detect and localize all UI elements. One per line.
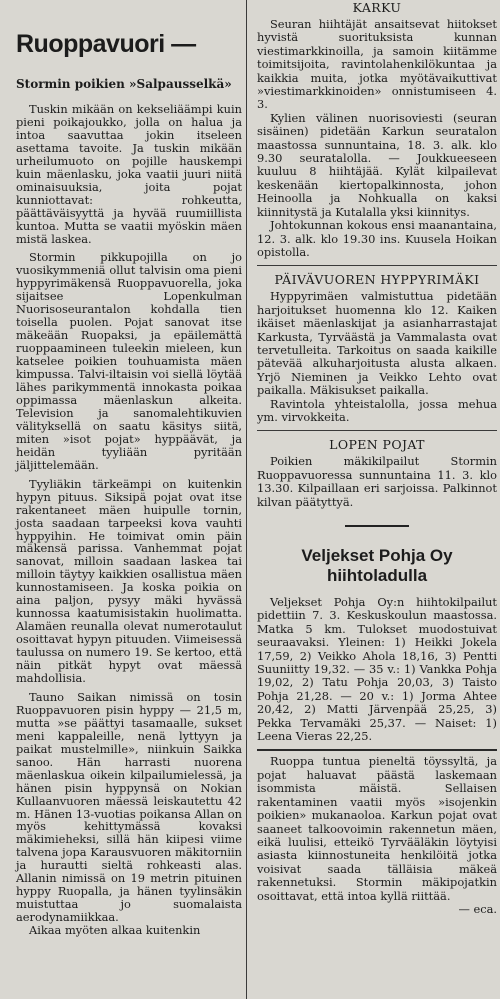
section-divider [257, 430, 497, 431]
column-divider [246, 0, 247, 999]
ornament-divider [257, 515, 497, 534]
continuation-paragraph: Ruoppa tuntua pieneltä töyssyltä, ja pojat haluavat päästä laskemaan isommista mäistä. Sellaisen rakentaminen vaatii myös »isojenkin poikien» mukanaoloa. Karkun pojat ovat saaneet talkoovoimin rakennetun mäen, eikä luulisi, etteikö Tyrvääläkin löytyisi asiasta kiinnostuneita henkilöitä jotka voisivat saada tälläisia mäkeä rakennetuksi. Stormin mäkipojatkin osoittavat, että intoa kyllä riittää. [257, 754, 497, 903]
article-title: Ruoppavuori — [16, 30, 196, 58]
article-signature: — eca. [458, 901, 497, 916]
section-title-paivavuori: PÄIVÄVUOREN HYPPYRIMÄKI [274, 272, 480, 288]
pohja-paragraph: Veljekset Pohja Oy:n hiihtokilpailut pidettiin 7. 3. Keskuskoulun maastossa. Matka 5 km. Tulokset muodostuivat seuraavaksi. Yleinen: 1) Heikki Jokela 17,59, 2) Veikko Ahola 18,16, 3) Pentti Suuniitty 19,32. — 35 v.: 1) Vankka Pohja 19,02, 2) Tatu Pohja 20,03, 3) Taisto Pohja 21,28. — 20 v.: 1) Jorma Ahtee 20,42, 2) Matti Järvenpää 25,25, 3) Pekka Tervamäki 25,37. — Naiset: 1) Leena Vieras 22,25. [257, 595, 497, 744]
article-subtitle: Stormin poikien »Salpausselkä» [16, 77, 232, 91]
paivavuori-paragraph: Hyppyrimäen valmistuttua pidetään harjoitukset huomenna klo 12. Kaiken ikäiset mäenlaskijat ja asianharrastajat Karkusta, Tyrväästä ja Vammalasta ovat tervetulleita. Tarkoitus on saada kaikille pätevää alkuharjoitusta alusta alkaen. Yrjö Nieminen ja Veikko Lehto ovat paikalla. Mäkisukset paikalla. [257, 289, 497, 398]
article-paragraph: Tuskin mikään on kekseliäämpi kuin pieni poikajoukko, jolla on halua ja intoa saavuttaa jokin itseleen asettama tavoite. Ja tuskin mikään urheilumuoto on pojille hauskempi kuin mäenlasku, joka vaatii juuri niitä ominaisuuksia, joita pojat kunniottavat: rohkeutta, päättäväisyyttä ja hyvää ruumiillista kuntoa. Mutta se vaatii myöskin mäen mistä laskea. [16, 102, 242, 246]
article-right-column [250, 0, 500, 916]
karku-paragraph: Seuran hiihtäjät ansaitsevat hiitokset hyvistä suorituksista kunnan viestimarkkinoilla, ja samoin kiitämme toimitsijoita, ravintolahenkilökuntaa ja kaikkia muita, jotka myötävaikuttivat »viestimarkkinoiden» onnistumiseen 4. 3. [257, 17, 497, 112]
article-left-column [0, 0, 246, 937]
section-title-lopen: LOPEN POJAT [329, 437, 425, 453]
lopen-paragraph: Poikien mäkikilpailut Stormin Ruoppavuoressa sunnuntaina 11. 3. klo 13.30. Kilpaillaan eri sarjoissa. Palkinnot kilvan päätyttyä. [257, 454, 497, 509]
pohja-headline: Veljekset Pohja Oy hiihtoladulla [301, 546, 453, 585]
section-divider [257, 749, 497, 751]
karku-paragraph: Johtokunnan kokous ensi maanantaina, 12. 3. alk. klo 19.30 ins. Kuusela Hoikan opistolla. [257, 218, 497, 259]
karku-paragraph: Kylien välinen nuorisoviesti (seuran sisäinen) pidetään Karkun seuratalon maastossa sunnuntaina, 18. 3. alk. klo 9.30 seuratalolla. — Joukkueeseen kuuluu 8 hiihtäjää. Kylät kilpailevat keskenään kiertopalkinnosta, johon Heinoolla ja Nohkualla on kaksi kiinnitystä ja Kutalalla yksi kiinnitys. [257, 110, 497, 219]
article-paragraph: Aikaa myöten alkaa kuitenkin [29, 923, 201, 938]
article-paragraph: Tyyliäkin tärkeämpi on kuitenkin hypyn pituus. Siksipä pojat ovat itse rakentaneet mäen huipulle tornin, josta saadaan tarpeeksi kova vauhti hyppyihin. He toimivat omin päin mäkensä parissa. Vanhemmat pojat sanovat, milloin saadaan laskea tai milloin täytyy kaikkien osallistua mäen kunnostamiseen. Ja koska poikia on aina paljon, pysyy mäki hyvässä kunnossa kaatumisistakin huolimatta. Alamäen reunalla olevat numerotaulut osoittavat hypyn pituuden. Viimeisessä taulussa on numero 19. Se kertoo, että näin pitkät hypyt ovat mäessä mahdollisia. [16, 476, 242, 685]
section-divider [257, 265, 497, 266]
article-paragraph: Stormin pikkupojilla on jo vuosikymmeniä ollut talvisin oma pieni hyppyrimäkensä Ruoppavuorella, joka sijaitsee Lopenkulman Nuorisoseurantalon kohdalla tien toisella puolen. Pojat sanovat itse mäkeään Ruopaksi, ja epäilemättä ruoppaamineen tuleekin mieleen, kun katselee poikien touhuamista mäen kimpussa. Talvi-iltaisin voi siellä löytää lähes parikymmentä innokasta poikaa oppimassa mäenlaskun alkeita. Television ja sanomalehtikuvien välityksellä on saatu käsitys siitä, miten »isot pojat» hyppäävät, ja heidän tyyliään pyritään jäljittelemään. [16, 250, 242, 472]
section-title-karku: KARKU [352, 0, 402, 15]
article-paragraph: Tauno Saikan nimissä on tosin Ruoppavuoren pisin hyppy — 21,5 m, mutta »se päättyi tasamaalle, sukset meni kappaleille, nenä lyttyyn ja paikat mustelmille», niinkuin Saikka sanoo. Hän harrasti nuorena mäenlaskua oikein kilpailumielessä, ja hänen pisin hyppynsä on Nokian Kullaanvuoren mäessä leiskautettu 42 m. Hänen 13-vuotias poikansa Allan on myös kehittymässä kovaksi mäkimieheksi, sillä hän kiipesi viime talvena jopa Karausvuoren mäkitorniin ja hurautti sieltä rohkeasti alas. Allanin nimissä on 19 metrin pituinen hyppy Ruopalla, ja hänen tyylinsäkin muistuttaa jo suomalaista aerodynamiikkaa. [16, 689, 242, 925]
paivavuori-paragraph: Ravintola yhteistalolla, jossa mehua ym. virvokkeita. [257, 396, 497, 424]
